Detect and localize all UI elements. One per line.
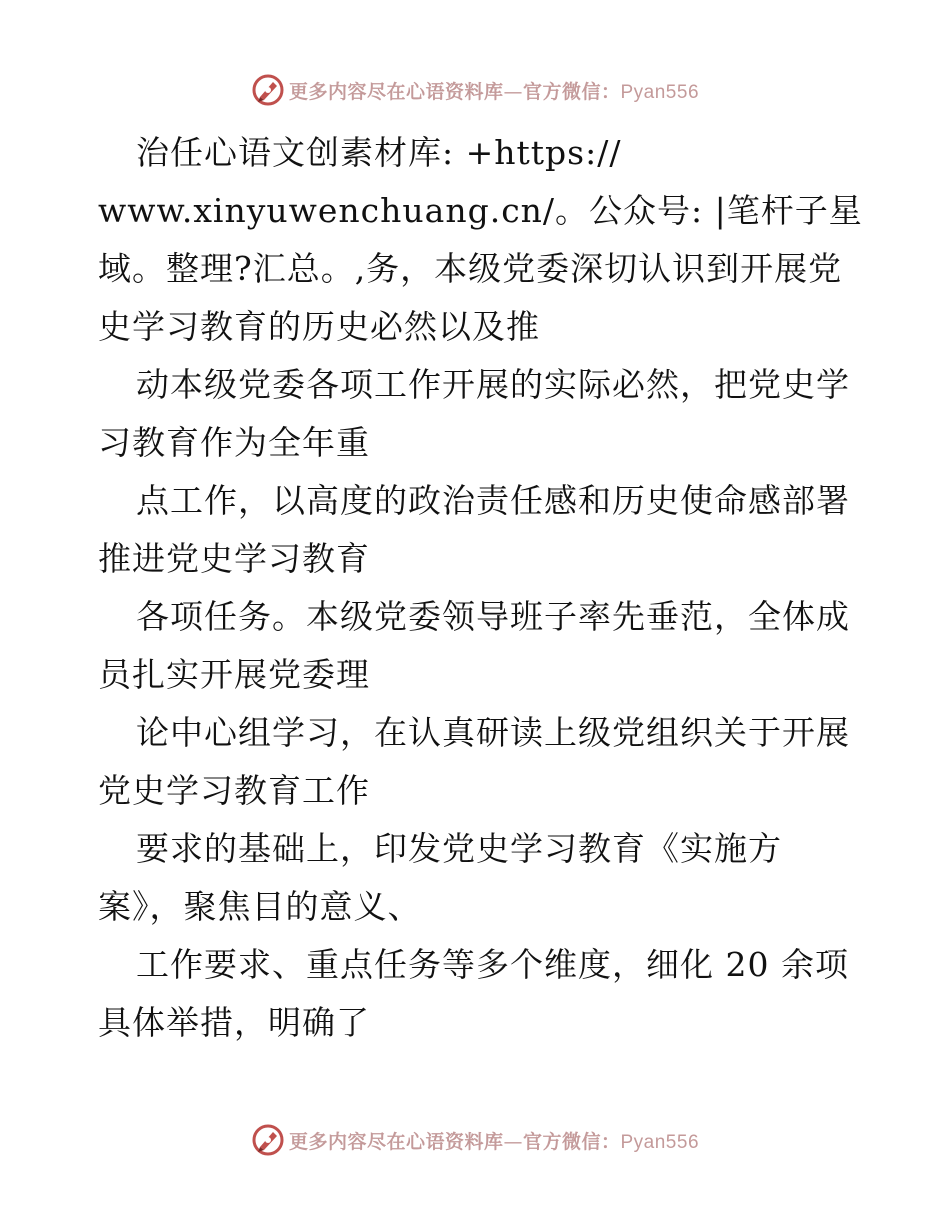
text-line: 史学习教育的历史必然以及推 — [98, 307, 540, 346]
text-line: 动本级党委各项工作开展的实际必然，把党史学 — [136, 365, 850, 404]
text-line: 点工作，以高度的政治责任感和历史使命感部署 — [136, 481, 850, 520]
text-line: 要求的基础上，印发党史学习教育《实施方 — [136, 829, 782, 868]
text-line: 推进党史学习教育 — [98, 539, 370, 578]
text-line: 员扎实开展党委理 — [98, 655, 370, 694]
pen-logo-icon — [251, 73, 285, 107]
banner-text: 更多内容尽在心语资料库—官方微信：Pyan556 — [288, 80, 700, 103]
text-line: 工作要求、重点任务等多个维度，细化 20 余项 — [136, 945, 849, 984]
text-line: 论中心组学习，在认真研读上级党组织关于开展 — [136, 713, 850, 752]
header-banner — [0, 70, 950, 110]
document-body — [98, 124, 863, 1052]
text-line: 习教育作为全年重 — [98, 423, 370, 462]
text-line: 具体举措，明确了 — [98, 1003, 370, 1042]
text-line: 案》，聚焦目的意义、 — [98, 887, 422, 926]
footer-banner — [0, 1120, 950, 1160]
text-line: 治任心语文创素材库: +https:// — [136, 133, 622, 172]
banner-text: 更多内容尽在心语资料库—官方微信：Pyan556 — [288, 1130, 700, 1153]
text-line: 各项任务。本级党委领导班子率先垂范，全体成 — [136, 597, 850, 636]
pen-logo-icon — [251, 1123, 285, 1157]
text-line: 党史学习教育工作 — [98, 771, 370, 810]
text-line: www.xinyuwenchuang.cn/。公众号: |笔杆子星 — [98, 191, 863, 230]
text-line: 域。整理?汇总。,务，本级党委深切认识到开展党 — [98, 249, 843, 288]
